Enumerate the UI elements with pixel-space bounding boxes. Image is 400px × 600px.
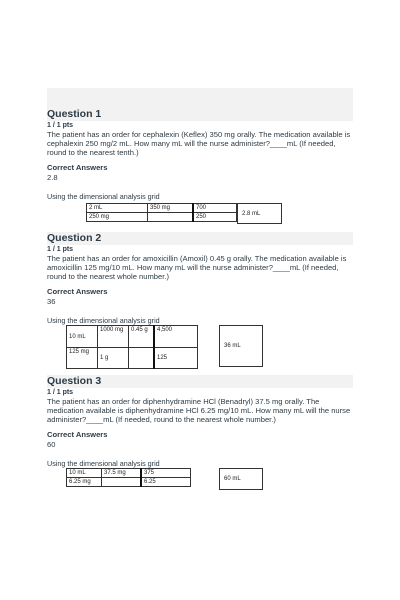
- grid-cell: 0.45 g: [129, 326, 155, 348]
- grid-cell: [148, 213, 194, 222]
- question-title: Question 1: [47, 108, 102, 120]
- grid-row: [67, 469, 191, 478]
- grid-cell: 37.5 mg: [102, 469, 142, 478]
- grid-label: Using the dimensional analysis grid: [47, 192, 160, 201]
- grid-cell: [129, 348, 155, 369]
- dimensional-analysis-grid-2: [66, 325, 198, 369]
- question-text: The patient has an order for amoxicillin (Amoxil) 0.45 g orally. The medication available is amoxicillin 125 mg/10 mL. How many mL will the nurse administer?____mL (If needed, round to the nearest whole number.): [47, 254, 347, 281]
- correct-answer-value: 2.8: [47, 173, 58, 182]
- grid-cell: 1 g: [98, 348, 129, 369]
- question-header: [47, 88, 353, 121]
- grid-cell: 125 mg: [67, 348, 98, 369]
- question-text: The patient has an order for diphenhydramine HCl (Benadryl) 37.5 mg orally. The medication available is diphenhydramine HCl 6.25 mg/10 mL. How many mL will the nurse administer?____mL (If needed, round to the nearest whole number.): [47, 397, 351, 424]
- correct-answer-value: 36: [47, 297, 56, 306]
- grid-cell: [102, 478, 142, 487]
- dimensional-analysis-grid-1: [86, 203, 237, 222]
- grid-cell: 1000 mg: [98, 326, 129, 348]
- grid-label: Using the dimensional analysis grid: [47, 459, 160, 468]
- grid-cell: 6.25 mg: [67, 478, 102, 487]
- grid-row: [87, 213, 237, 222]
- grid-row: [67, 326, 198, 348]
- question-text: The patient has an order for cephalexin (Keflex) 350 mg orally. The medication available is cephalexin 250 mg/2 mL. How many mL will the nurse administer?____mL (If needed, round to the nearest tenth.): [47, 130, 351, 157]
- grid-cell: 375: [141, 469, 191, 478]
- grid-cell: 10 mL: [67, 326, 98, 348]
- grid-cell: 350 mg: [148, 204, 194, 213]
- correct-answers-label: Correct Answers: [47, 163, 108, 172]
- grid-row: [67, 478, 191, 487]
- answer-box: 36 mL: [219, 325, 263, 367]
- grid-cell: 250: [193, 213, 237, 222]
- question-1: [47, 88, 353, 201]
- correct-answers-label: Correct Answers: [47, 287, 108, 296]
- question-points: 1 / 1 pts: [47, 246, 74, 253]
- question-header: [47, 232, 353, 245]
- question-points: 1 / 1 pts: [47, 389, 74, 396]
- grid-cell: 2 mL: [87, 204, 148, 213]
- question-3: [47, 375, 353, 468]
- grid-cell: 6.25: [141, 478, 191, 487]
- question-header: [47, 375, 353, 388]
- answer-box: 2.8 mL: [237, 203, 282, 224]
- grid-cell: 250 mg: [87, 213, 148, 222]
- question-2: [47, 232, 353, 325]
- grid-cell: 125: [154, 348, 198, 369]
- grid-cell: 4,500: [154, 326, 198, 348]
- answer-box: 60 mL: [219, 468, 263, 490]
- correct-answer-value: 60: [47, 440, 56, 449]
- grid-row: [67, 348, 198, 369]
- grid-row: [87, 204, 237, 213]
- grid-cell: 10 mL: [67, 469, 102, 478]
- question-title: Question 3: [47, 375, 102, 387]
- question-title: Question 2: [47, 232, 102, 244]
- question-points: 1 / 1 pts: [47, 122, 74, 129]
- grid-cell: 700: [193, 204, 237, 213]
- dimensional-analysis-grid-3: [66, 468, 191, 487]
- grid-label: Using the dimensional analysis grid: [47, 316, 160, 325]
- correct-answers-label: Correct Answers: [47, 430, 108, 439]
